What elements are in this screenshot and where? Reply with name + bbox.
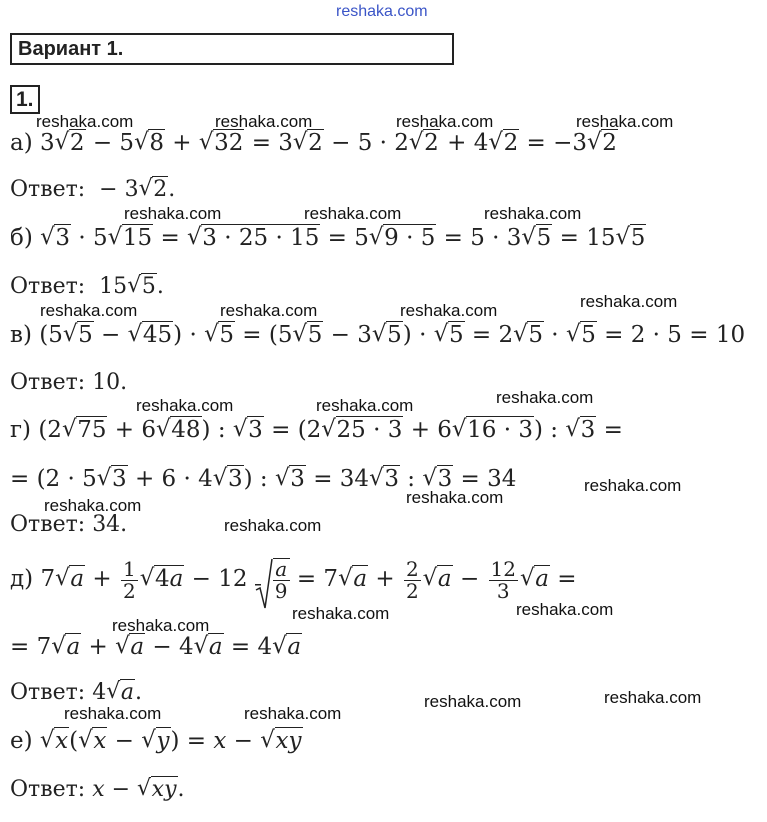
watermark: reshaka.com [400, 301, 498, 320]
watermark: reshaka.com [36, 112, 134, 131]
watermark: reshaka.com [136, 396, 234, 415]
task-number: 1. [16, 88, 34, 111]
solution-g-line1: г) (2√ 75 + 6√ 48) : √ 3 = (2√ 25 · 3 + 6√ 16 · 3) : √ 3 = [10, 417, 623, 445]
watermark: reshaka.com [316, 396, 414, 415]
watermark: reshaka.com [496, 388, 594, 407]
watermark: reshaka.com [64, 704, 162, 723]
solution-d-line2: = 7√ a + √ a − 4√ a = 4√ a [10, 634, 302, 662]
watermark: reshaka.com [40, 301, 138, 320]
answer-v: Ответ: 10. [10, 370, 128, 395]
watermark: reshaka.com [112, 616, 210, 635]
answer-d: Ответ: 4√ a. [10, 680, 142, 706]
watermark: reshaka.com [516, 600, 614, 619]
watermark: reshaka.com [406, 488, 504, 507]
answer-e: Ответ: x − √ xy. [10, 777, 185, 803]
watermark: reshaka.com [584, 476, 682, 495]
watermark: reshaka.com [484, 204, 582, 223]
solution-v: в) (5√ 5 − √ 45) · √ 5 = (5√ 5 − 3√ 5) · √ 5 = 2√ 5 · √ 5 = 2 · 5 = 10 [10, 322, 745, 350]
solution-g-line2: = (2 · 5√ 3 + 6 · 4√ 3) : √ 3 = 34√ 3 : √ 3 = 34 [10, 466, 516, 494]
answer-a: Ответ: − 3√ 2. [10, 177, 175, 203]
watermark: reshaka.com [604, 688, 702, 707]
watermark: reshaka.com [244, 704, 342, 723]
variant-title: Вариант 1. [18, 38, 124, 60]
watermark: reshaka.com [580, 292, 678, 311]
watermark: reshaka.com [424, 692, 522, 711]
watermark: reshaka.com [336, 3, 428, 20]
task-number-box [10, 85, 40, 114]
solution-a: а) 3√ 2 − 5√ 8 + √ 32 = 3√ 2 − 5 · 2√ 2 + 4√ 2 = −3√ 2 [10, 130, 618, 158]
solution-e: е) √ x(√ x − √ y) = x − √ xy [10, 728, 303, 756]
variant-header-box [10, 33, 454, 65]
watermark: reshaka.com [124, 204, 222, 223]
watermark: reshaka.com [576, 112, 674, 131]
watermark: reshaka.com [292, 604, 390, 623]
watermark: reshaka.com [220, 301, 318, 320]
answer-g: Ответ: 34. [10, 512, 128, 537]
watermark: reshaka.com [44, 496, 142, 515]
solution-d-line1: д) 7√ a + $\frac{1}{2}$ √ 4a − 12 $\frac{a}{9}$ = 7√ a + $\frac{2}{2}$ √ a − $\frac{12}{3}$ √ a = [10, 558, 577, 602]
solution-b: б) √ 3 · 5√ 15 = √ 3 · 25 · 15 = 5√ 9 · 5 = 5 · 3√ 5 = 15√ 5 [10, 225, 646, 253]
watermark: reshaka.com [224, 516, 322, 535]
watermark: reshaka.com [396, 112, 494, 131]
watermark: reshaka.com [215, 112, 313, 131]
watermark: reshaka.com [304, 204, 402, 223]
answer-b: Ответ: 15√ 5. [10, 274, 164, 300]
